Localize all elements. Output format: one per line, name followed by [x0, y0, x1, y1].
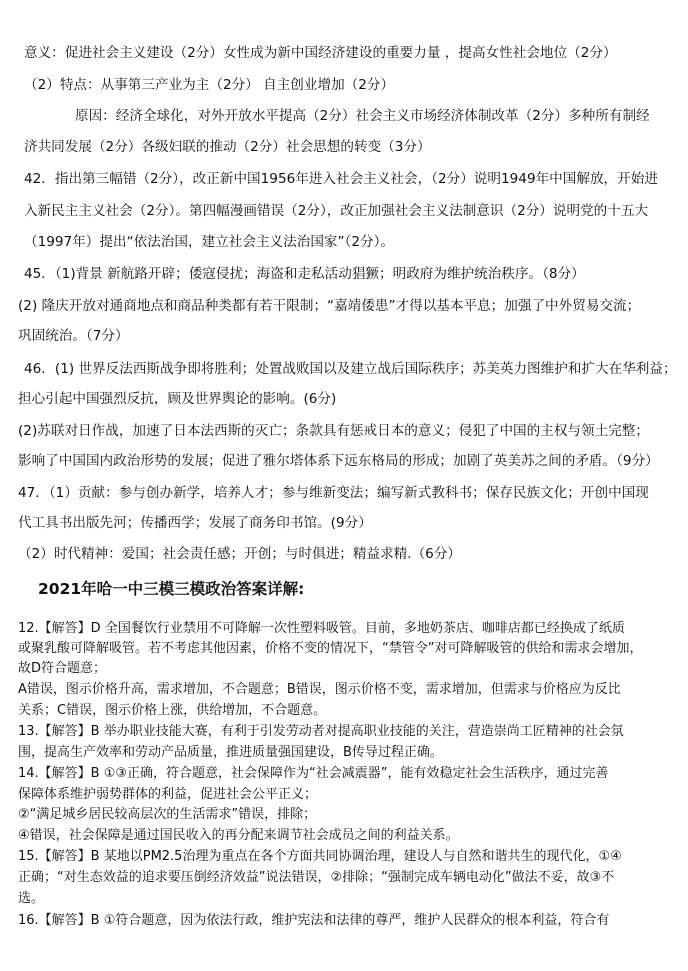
- answer-line: 关系；C错误，图示价格上涨，供给增加，不合题意。: [18, 703, 327, 718]
- text-line-q47-1: 47．（1）贡献：参与创办新学，培养人才；参与维新变法；编写新式教科书；保存民族文化；开创中国现: [18, 485, 649, 501]
- section-title: 2021年哈一中三模三模政治答案详解:: [38, 580, 305, 598]
- text-line-q46-1: 46．(1) 世界反法西斯战争即将胜利；处置战败国以及建立战后国际秩序；苏美英力图维护和扩大在华利益；: [24, 361, 677, 377]
- text-line-q42-end: （1997年）提出“依法治国，建立社会主义法治国家”（2分）。: [24, 234, 394, 250]
- text-line-q46-1-cont: 担心引起中国强烈反抗，顾及世界舆论的影响。(6分): [18, 391, 337, 407]
- text-line-q45-1: 45．（1)背景 新航路开辟；倭寇侵扰；海盗和走私活动猖獗；明政府为维护统治秩序。（8分）: [24, 266, 585, 282]
- text-line-q45-2-cont: 巩固统治。（7分）: [18, 328, 129, 344]
- answer-line: 围，提高生产效率和劳动产品质量，推进质量强国建设，B传导过程正确。: [18, 745, 443, 760]
- answer-line: 或聚乳酸可降解吸管。若不考虑其他因素，价格不变的情况下，“禁管令”对可降解吸管的供给和需求会增加，: [18, 641, 643, 656]
- answer-line: ④错误，社会保障是通过国民收入的再分配来调节社会成员之间的利益关系。: [18, 828, 459, 843]
- answer-line: 选。: [18, 891, 45, 906]
- text-line-reasons-cont: 济共同发展（2分）各级妇联的推动（2分）社会思想的转变（3分）: [24, 139, 431, 155]
- text-line-q47-2: （2）时代精神：爱国；社会责任感；开创；与时俱进；精益求精.（6分）: [18, 546, 462, 562]
- text-line-q47-1-cont: 代工具书出版先河；传播西学；发展了商务印书馆。(9分）: [18, 515, 372, 531]
- text-line-q45-2: (2) 隆庆开放对通商地点和商品种类都有若干限制；“嘉靖倭患”才得以基本平息；加强了中外贸易交流；: [18, 298, 641, 314]
- text-line-reasons: 原因：经济全球化，对外开放水平提高（2分）社会主义市场经济体制改革（2分）多种所有制经: [75, 108, 650, 124]
- text-line-features: （2）特点：从事第三产业为主（2分） 自主创业增加（2分）: [24, 77, 395, 93]
- text-line-q42-cont: 入新民主主义社会（2分）。第四幅漫画错误（2分），改正加强社会主义法制意识（2分）说明党的十五大: [24, 203, 649, 219]
- answer-line: 保障体系维护弱势群体的利益，促进社会公平正义；: [18, 787, 318, 802]
- text-line-q46-2-cont: 影响了中国国内政治形势的发展；促进了雅尔塔体系下远东格局的形成；加剧了英美苏之间的矛盾。（9分）: [18, 453, 659, 469]
- answer-line: 16.【解答】B ①符合题意，因为依法行政，维护宪法和法律的尊严，维护人民群众的根本利益，符合有: [18, 913, 610, 928]
- text-line-q42: 42．指出第三幅错（2分），改正新中国1956年进入社会主义社会，（2分）说明1949年中国解放，开始进: [24, 171, 658, 187]
- text-line-significance: 意义：促进社会主义建设（2分）女性成为新中国经济建设的重要力量 ，提高女性社会地位（2分）: [24, 45, 617, 61]
- answer-line: A错误，图示价格升高，需求增加，不合题意；B错误，图示价格不变，需求增加，但需求与价格应为反比: [18, 682, 621, 697]
- answer-line: 14.【解答】B ①③正确，符合题意，社会保障作为“社会减震器”，能有效稳定社会生活秩序，通过完善: [18, 766, 609, 781]
- answer-line: 故D符合题意；: [18, 661, 107, 676]
- answer-line: 正确；“对生态效益的追求要压倒经济效益”说法错误，②排除；“强制完成车辆电动化”做法不妥，故③不: [18, 870, 615, 885]
- answer-line: 12.【解答】D 全国餐饮行业禁用不可降解一次性塑料吸管。目前，多地奶茶店、咖啡店都已经换成了纸质: [18, 621, 625, 636]
- answer-line: 13.【解答】B 举办职业技能大赛，有利于引发劳动者对提高职业技能的关注，营造崇尚工匠精神的社会氛: [18, 724, 624, 739]
- answer-line: 15.【解答】B 某地以PM2.5治理为重点在各个方面共同协调治理，建设人与自然和谐共生的现代化，①④: [18, 849, 622, 864]
- answer-line: ②“满足城乡居民较高层次的生活需求”错误，排除；: [18, 807, 317, 822]
- text-line-q46-2: (2)苏联对日作战，加速了日本法西斯的灭亡；条款具有惩戒日本的意义；侵犯了中国的主权与领土完整；: [18, 423, 649, 439]
